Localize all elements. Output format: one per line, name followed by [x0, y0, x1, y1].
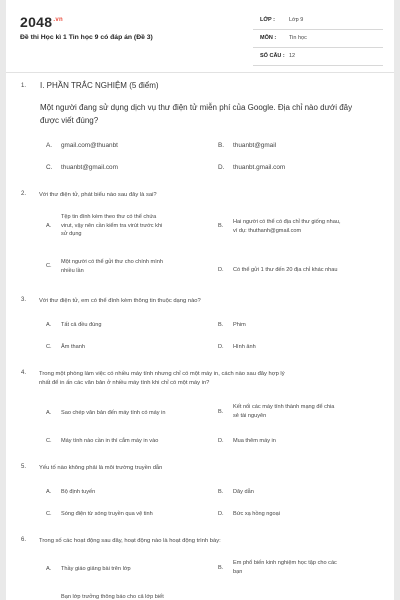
page-title: Đề thi Học kì 1 Tin học 9 có đáp án (Đề 3): [20, 34, 153, 41]
option-text: [61, 213, 162, 239]
option-line: bạn: [233, 568, 243, 575]
option-text: thuanbt.gmail.com: [233, 164, 286, 171]
option-letter: D.: [218, 267, 224, 273]
option-text: Bộ định tuyến: [61, 489, 96, 495]
option-text: Âm thanh: [61, 344, 85, 350]
option-letter: B.: [218, 223, 224, 229]
option-letter: D.: [218, 438, 224, 444]
option-line: Có thể gửi 1 thư đến 20 địa chỉ khác nhau: [233, 267, 338, 273]
question-number: 3.: [21, 297, 27, 303]
meta-label: SỐ CÂU :: [260, 53, 285, 59]
option-b[interactable]: [218, 559, 388, 577]
option-letter: D.: [218, 164, 225, 171]
option-letter: C.: [46, 164, 53, 171]
option-line: Bạn lớp trưởng thông báo cho cả lớp biết: [61, 594, 164, 600]
option-text: Hình ảnh: [233, 344, 256, 350]
option-text: [61, 437, 158, 446]
option-b[interactable]: [218, 218, 388, 236]
option-text: [233, 266, 338, 275]
option-letter: A.: [46, 489, 52, 495]
question-text: Yếu tố nào không phải là môi trường truyền dẫn: [39, 465, 163, 471]
option-letter: A.: [46, 566, 52, 572]
option-letter: B.: [218, 322, 224, 328]
option-line: Tệp tin đính kèm theo thư có thể chứa: [61, 214, 157, 220]
option-text: thuanbt@gmail: [233, 142, 277, 149]
option-letter: A.: [46, 223, 52, 229]
question-number: 5.: [21, 464, 27, 470]
option-a[interactable]: [46, 213, 211, 241]
option-line: Sao chép văn bản đến máy tính có máy in: [61, 410, 166, 416]
option-line: Một người có thể gửi thư cho chính mình: [61, 259, 163, 265]
question-text: Một người đang sử dụng dịch vụ thư điện tử miễn phí của Google. Địa chỉ nào dưới đây được viết đúng?: [40, 103, 353, 125]
option-letter: A.: [46, 142, 53, 149]
option-line: Mua thêm máy in: [233, 438, 276, 444]
option-text: [233, 403, 334, 420]
meta-row-count: [253, 48, 383, 66]
option-text: [61, 409, 165, 418]
question-line: nhất để in ấn các văn bản ở nhiều máy tính khi chỉ có một máy in?: [39, 380, 210, 386]
header: [6, 0, 394, 72]
option-text: thuanbt@gmail.com: [61, 164, 118, 171]
option-letter: C.: [46, 263, 52, 269]
question-text: Với thư điện tử, em có thể đính kèm thông tin thuộc dạng nào?: [39, 298, 201, 304]
option-text: Sóng điện từ sóng truyền qua vệ tinh: [61, 511, 153, 517]
option-text: Phim: [233, 322, 246, 328]
option-letter: D.: [218, 511, 224, 517]
option-text: Tất cả đều đúng: [61, 322, 102, 328]
logo-main: 2048: [20, 14, 53, 30]
option-text: Dây dẫn: [233, 489, 254, 495]
option-letter: C.: [46, 438, 52, 444]
option-text: [233, 437, 276, 446]
meta-label: LỚP :: [260, 17, 275, 23]
option-text: [61, 565, 131, 574]
question-number: 6.: [21, 537, 27, 543]
question-number: 2.: [21, 191, 27, 197]
meta-label: MÔN :: [260, 35, 277, 41]
option-text: [61, 258, 163, 275]
question-number: 1.: [21, 83, 27, 89]
meta-value: 12: [289, 53, 296, 59]
option-text: gmail.com@thuanbt: [61, 142, 118, 149]
question-text: Với thư điện tử, phát biểu nào sau đây là sai?: [39, 192, 157, 198]
question-line: Trong một phòng làm việc có nhiều máy tính nhưng chỉ có một máy in, cách nào sau đây hợp lý: [39, 371, 285, 377]
option-line: Hai người có thể có địa chỉ thư giống nhau,: [233, 219, 341, 225]
option-letter: D.: [218, 344, 224, 350]
option-text: [233, 559, 337, 576]
option-line: Kết nối các máy tính thành mạng để chia: [233, 404, 335, 410]
question-number: 4.: [21, 370, 27, 376]
option-line: sẻ tài nguyên: [233, 412, 267, 419]
option-b[interactable]: [218, 403, 388, 421]
option-line: virut, vậy nên cần kiểm tra virút trước khi: [61, 222, 163, 229]
option-letter: A.: [46, 322, 52, 328]
option-line: Em phổ biến kinh nghiệm học tập cho các: [233, 560, 337, 566]
document-page: [6, 0, 394, 600]
option-text: [61, 593, 164, 600]
meta-row-class: [253, 12, 383, 30]
option-letter: A.: [46, 410, 52, 416]
option-c[interactable]: [46, 258, 211, 276]
meta-value: Lớp 9: [289, 17, 304, 23]
meta-value: Tin học: [289, 35, 307, 41]
option-letter: C.: [46, 344, 52, 350]
option-letter: B.: [218, 489, 224, 495]
option-text: Bức xạ hồng ngoại: [233, 511, 280, 517]
option-letter: C.: [46, 511, 52, 517]
option-letter: B.: [218, 409, 224, 415]
option-line: Máy tính nào cần in thì cắm máy in vào: [61, 438, 159, 444]
option-line: Thầy giáo giảng bài trên lớp: [61, 566, 131, 572]
option-line: nhiều lần: [61, 267, 84, 274]
option-line: ví dụ: thuthanh@gmail.com: [233, 227, 302, 234]
option-text: [233, 218, 341, 235]
logo-suffix: .vn: [53, 17, 63, 24]
meta-row-subject: [253, 30, 383, 48]
exam-meta: [253, 12, 383, 66]
question-text: Trong số các hoạt động sau đây, hoạt động nào là hoạt động trình bày:: [39, 538, 221, 544]
option-line: sử dụng: [61, 231, 82, 237]
site-logo[interactable]: [20, 14, 63, 30]
question-text: [39, 370, 384, 388]
option-letter: B.: [218, 142, 225, 149]
header-divider: [6, 72, 394, 73]
option-letter: B.: [218, 565, 224, 571]
section-title: I. PHẦN TRẮC NGHIỆM (5 điểm): [40, 81, 159, 90]
